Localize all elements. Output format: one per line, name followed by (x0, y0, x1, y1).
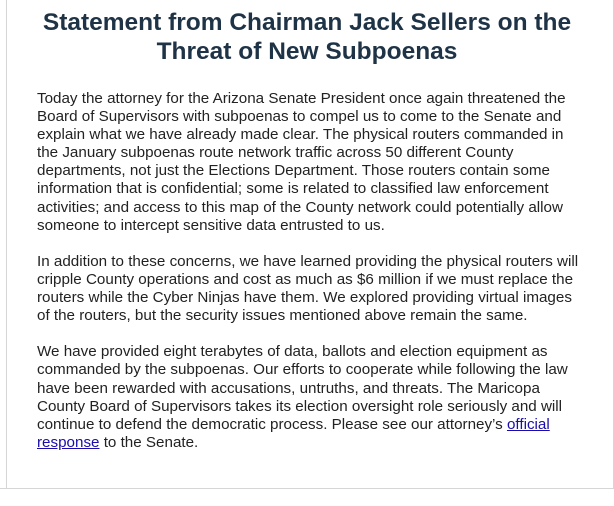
paragraph-cooperation-tail: to the Senate. (99, 433, 199, 451)
paragraph-cooperation-text: We have provided eight terabytes of data, ballots and election equipment as commanded by the subpoenas. Our efforts to cooperate while following the law have been rewarded with accusations, untruths, and threats. The Maricopa County Board of Supervisors takes its election oversight role seriously and will continue to defend the democratic process. Please see our attorney’s (37, 343, 568, 433)
left-border (6, 0, 7, 488)
statement-body (37, 90, 582, 452)
paragraph-cooperation (37, 343, 582, 452)
paragraph-operations-cost: In addition to these concerns, we have learned providing the physical routers will cripple County operations and cost as much as $6 million if we must replace the routers while the Cyber Ninjas have them. We explored providing virtual images of the routers, but the security issues mentioned above remain the same. (37, 252, 579, 325)
paragraph-subpoena-threat: Today the attorney for the Arizona Senate President once again threatened the Board of Supervisors with subpoenas to compel us to come to the Senate and explain what we have already made clear. The physical routers commanded in the January subpoenas route network traffic across 50 different County departments, not just the Elections Department. Those routers contain some information that is confidential; some is related to classified law enforcement activities; and access to this map of the County network could potentially allow someone to intercept sensitive data entrusted to us. (37, 90, 566, 234)
official-response-link[interactable]: official response (37, 415, 550, 451)
page-title: Statement from Chairman Jack Sellers on the Threat of New Subpoenas (42, 9, 572, 65)
bottom-border (0, 488, 614, 489)
